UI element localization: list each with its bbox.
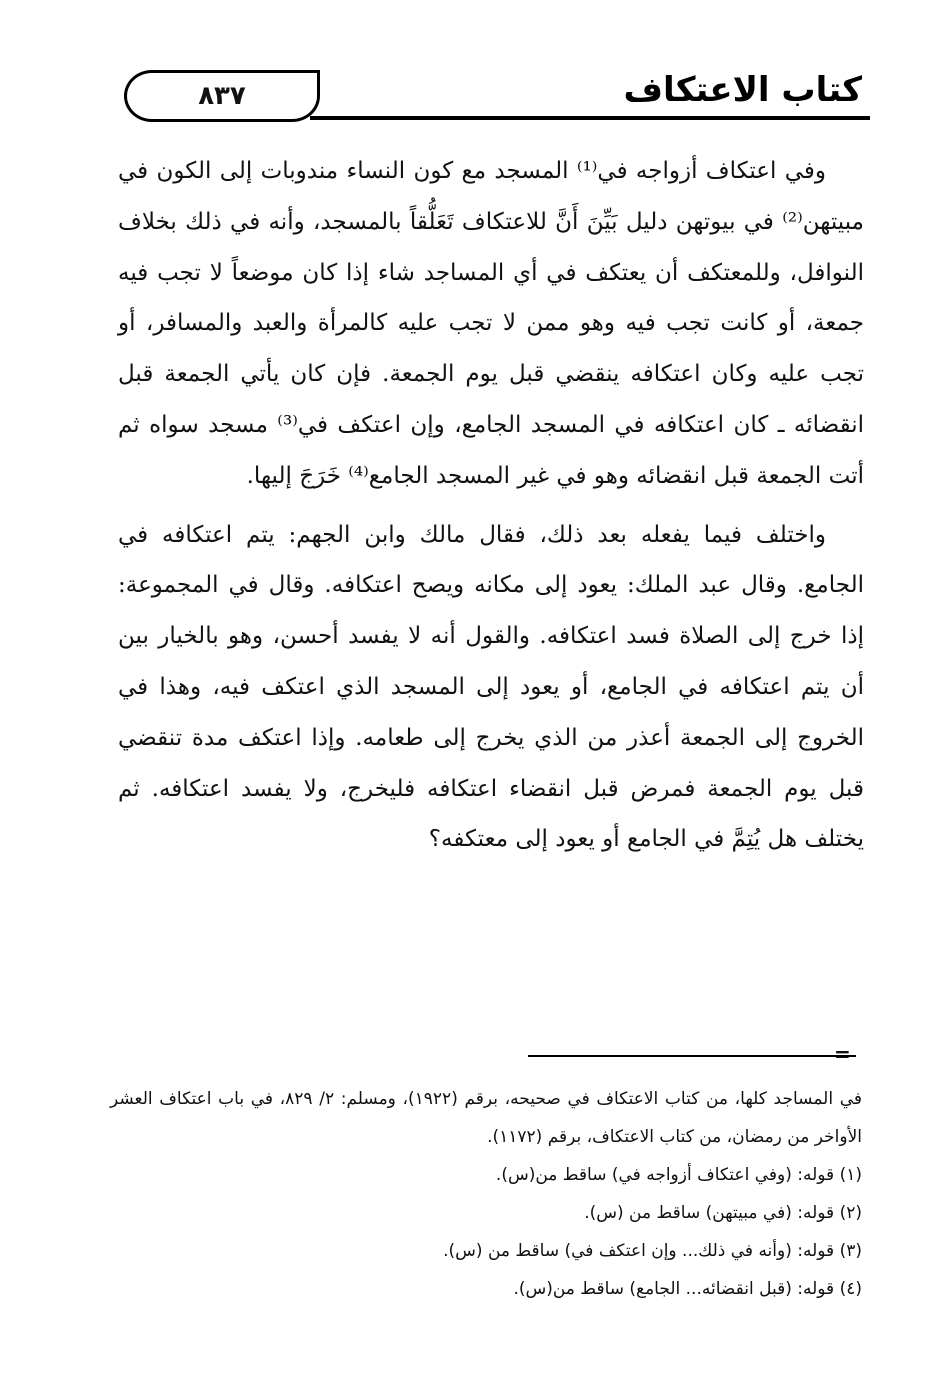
footnotes bbox=[110, 1080, 862, 1308]
footnote-separator bbox=[528, 1055, 856, 1057]
page-header bbox=[110, 50, 870, 130]
page-number-badge bbox=[124, 70, 320, 122]
paragraph-1: وفي اعتكاف أزواجه في⁽¹⁾ المسجد مع كون النساء مندوبات إلى الكون في مبيتهن⁽²⁾ في بيوتهن دليل بَيِّنَ أَنَّ للاعتكاف تَعَلُّقاً بالمسجد، وأنه في ذلك بخلاف النوافل، وللمعتكف أن يعتكف في أي المساجد شاء إذا كان موضعاً لا تجب فيه جمعة، أو كانت تجب فيه وهو ممن لا تجب عليه كالمرأة والعبد والمسافر، أو تجب عليه وكان اعتكافه ينقضي قبل يوم الجمعة. فإن كان يأتي الجمعة قبل انقضائه ـ كان اعتكافه في المسجد الجامع، وإن اعتكف في⁽³⁾ مسجد سواه ثم أتت الجمعة قبل انقضائه وهو في غير المسجد الجامع⁽⁴⁾ خَرَجَ إليها. bbox=[118, 158, 864, 489]
footnote-continuation-mark: = bbox=[834, 1042, 851, 1066]
paragraph-2: واختلف فيما يفعله بعد ذلك، فقال مالك وابن الجهم: يتم اعتكافه في الجامع. وقال عبد الملك: يعود إلى مكانه ويصح اعتكافه. وقال في المجموعة: إذا خرج إلى الصلاة فسد اعتكافه. والقول أنه لا يفسد أحسن، وهو بالخيار بين أن يتم اعتكافه في الجامع، أو يعود إلى المسجد الذي اعتكف فيه، وهذا في الخروج إلى الجمعة أعذر من الذي يخرج إلى طعامه. وإذا اعتكف مدة تنقضي قبل يوم الجمعة فمرض قبل انقضاء اعتكافه فليخرج، ولا يفسد اعتكافه. ثم يختلف هل يُتِمَّ في الجامع أو يعود إلى معتكفه؟ bbox=[118, 521, 864, 853]
chapter-title: كتاب الاعتكاف bbox=[623, 70, 862, 110]
footnote-3: (٣) قوله: (وأنه في ذلك... وإن اعتكف في) ساقط من (س). bbox=[443, 1241, 862, 1261]
footnote-continuation: في المساجد كلها، من كتاب الاعتكاف في صحيحه، برقم (١٩٢٢)، ومسلم: ٢/ ٨٢٩، في باب اعتكاف العشر الأواخر من رمضان، من كتاب الاعتكاف، برقم (١١٧٢). bbox=[110, 1089, 863, 1147]
footnote-4: (٤) قوله: (قبل انقضائه... الجامع) ساقط من(س). bbox=[513, 1279, 862, 1299]
page-number: ٨٣٧ bbox=[198, 81, 246, 111]
footnote-2: (٢) قوله: (في مبيتهن) ساقط من (س). bbox=[584, 1203, 862, 1223]
main-text bbox=[118, 146, 864, 865]
footnote-1: (١) قوله: (وفي اعتكاف أزواجه في) ساقط من(س). bbox=[495, 1165, 862, 1185]
header-rule bbox=[310, 116, 870, 120]
